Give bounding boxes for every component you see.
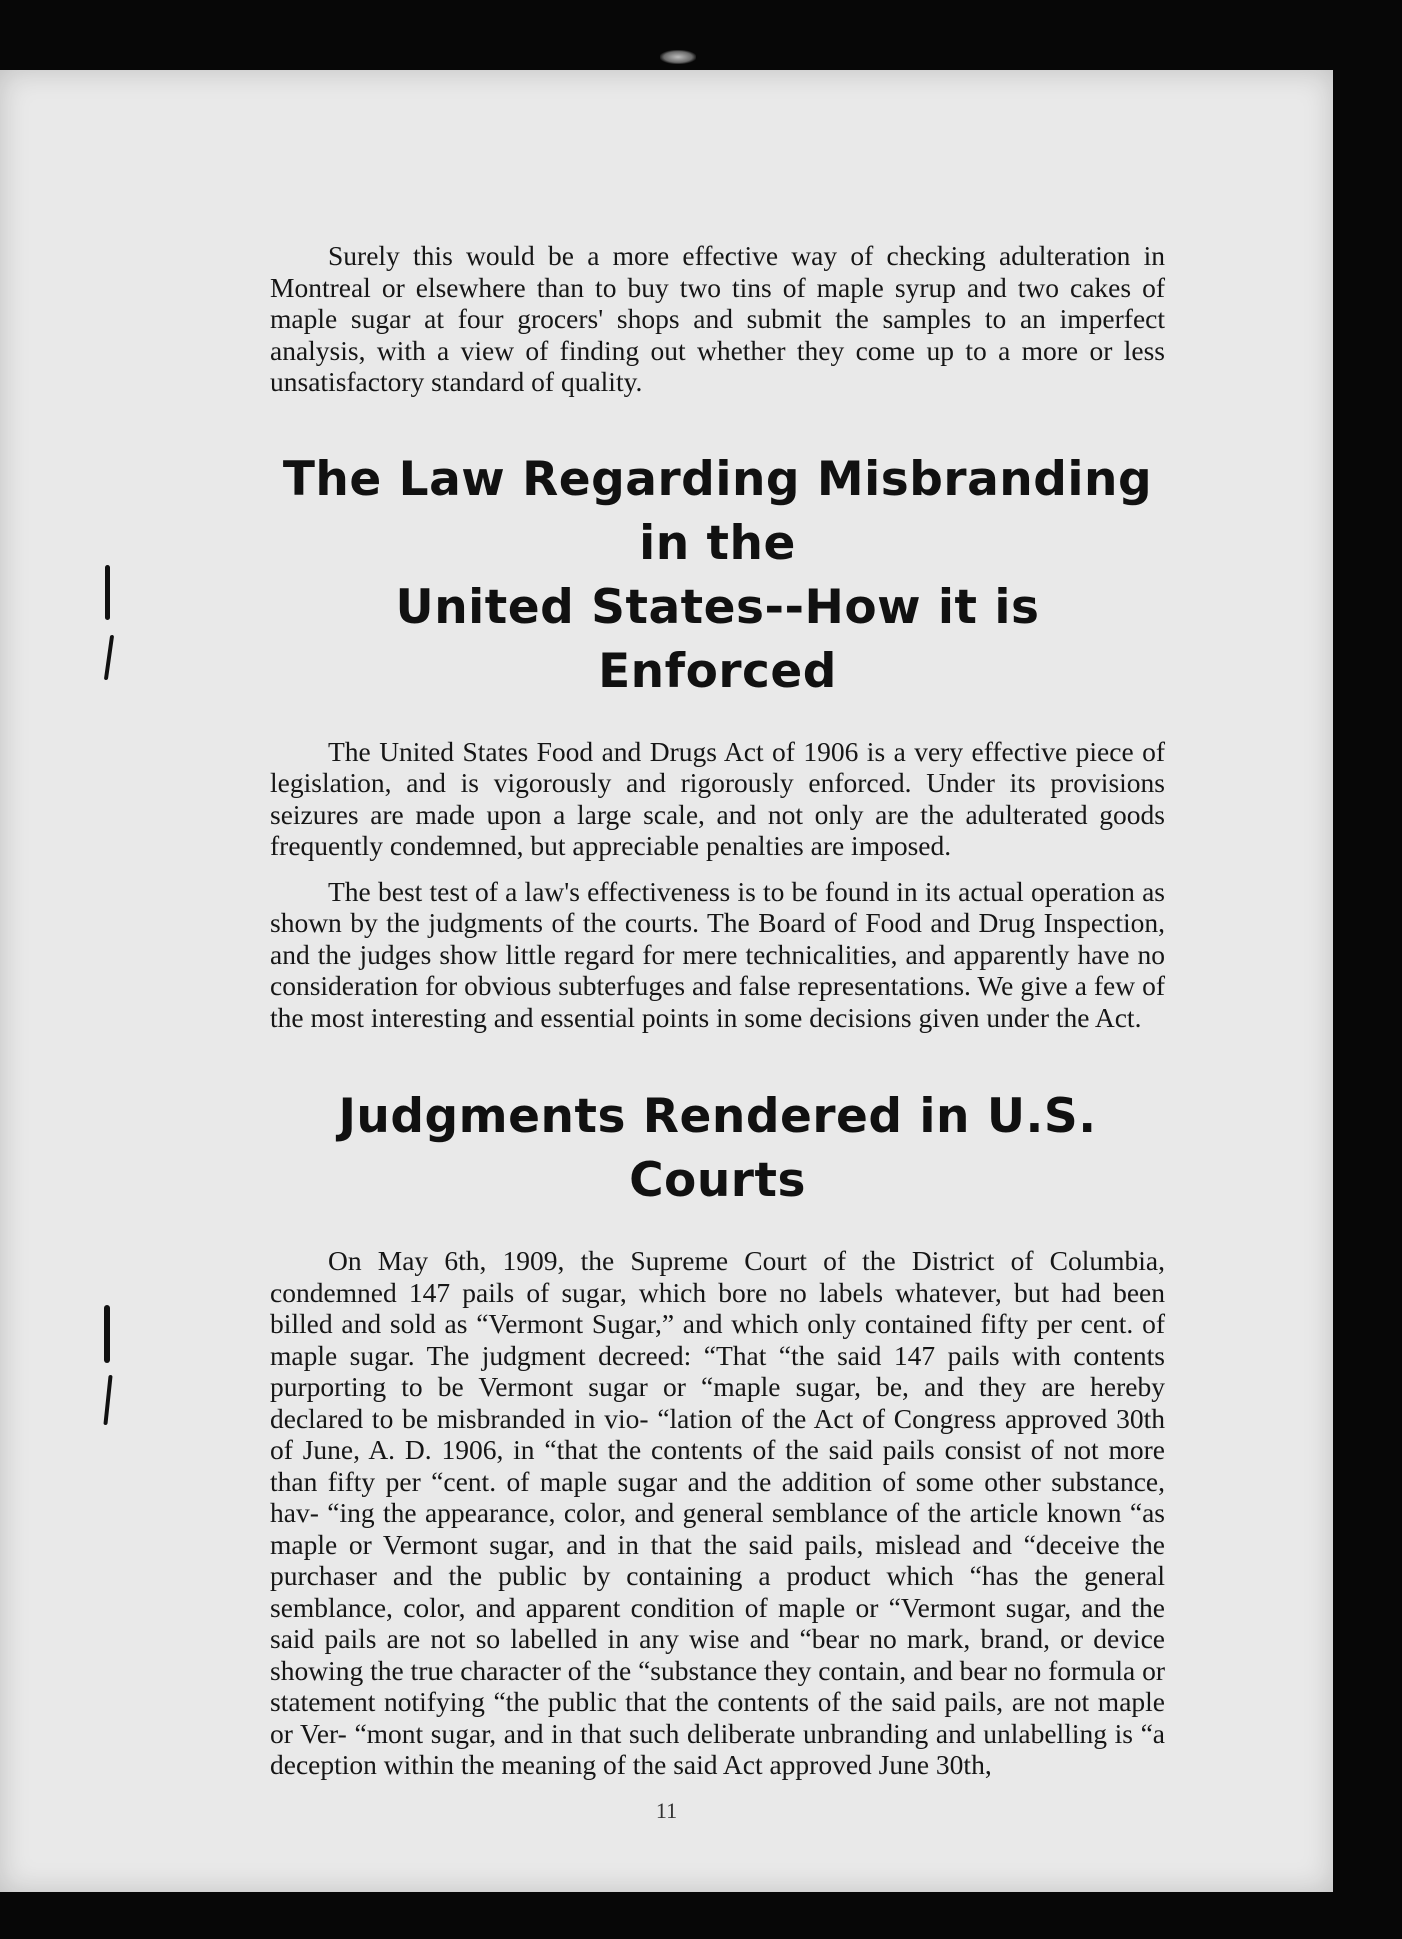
- scan-speck: [660, 50, 696, 64]
- margin-mark-1: [105, 565, 110, 620]
- section-2-heading: Judgments Rendered in U.S. Courts: [338, 1089, 1097, 1208]
- intro-paragraph: Surely this would be a more effective way of checking adulteration in Montreal or elsewhere than to buy two tins of maple syrup and two cakes of maple sugar at four grocers' shops and submit the samples to an imperfect analysis, with a view of finding out whether they come up to a more or less unsatisfactory standard of quality.: [270, 240, 1165, 397]
- margin-mark-3: [104, 1305, 110, 1363]
- section-1-paragraph-1: The United States Food and Drugs Act of 1906 is a very effective piece of legislation, and is vigorously and rigorously enforced. Under its provisions seizures are made upon a large scale, and not only are the adulterated goods frequently condemned, but appreciable penalties are imposed.: [270, 735, 1165, 861]
- page-number: 11: [655, 1798, 678, 1823]
- margin-mark-4: [103, 1375, 112, 1425]
- section-1-heading-line-1: The Law Regarding Misbranding in the: [282, 451, 1153, 571]
- section-1-heading-line-2: United States--How it is Enforced: [395, 579, 1040, 699]
- section-1-paragraph-2: The best test of a law's effectiveness is to be found in its actual operation as shown by the judgments of the courts. The Board of Food and Drug Inspection, and the judges show little regard for mere technicalities, and apparently have no consideration for obvious subterfuges and false representations. We give a few of the most interesting and essential points in some decisions given under the Act.: [270, 875, 1165, 1033]
- section-2-paragraph-1: On May 6th, 1909, the Supreme Court of the District of Columbia, condemned 147 pails of sugar, which bore no labels whatever, but had been billed and sold as “Vermont Sugar,” and which only contained fifty per cent. of maple sugar. The judgment decreed: “That “the said 147 pails with contents purporting to be Vermont sugar or “maple sugar, be, and they are hereby declared to be misbranded in vio- “lation of the Act of Congress approved 30th of June, A. D. 1906, in “that the contents of the said pails consist of not more than fifty per “cent. of maple sugar and the addition of some other substance, hav- “ing the appearance, color, and general semblance of the article known “as maple or Vermont sugar, and in that the said pails, mislead and “deceive the purchaser and the public by containing a product which “has the general semblance, color, and apparent condition of maple or “Vermont sugar, and the said pails are not so labelled in any wise and “bear no mark, brand, or device showing the true character of the “substance they contain, and bear no formula or statement notifying “the public that the contents of the said pails, are not maple or Ver- “mont sugar, and in that such deliberate unbranding and unlabelling is “a deception within the meaning of the said Act approved June 30th,: [270, 1245, 1165, 1780]
- section-1-heading: [270, 448, 1165, 704]
- page-content: [270, 240, 1165, 1781]
- margin-mark-2: [104, 635, 114, 680]
